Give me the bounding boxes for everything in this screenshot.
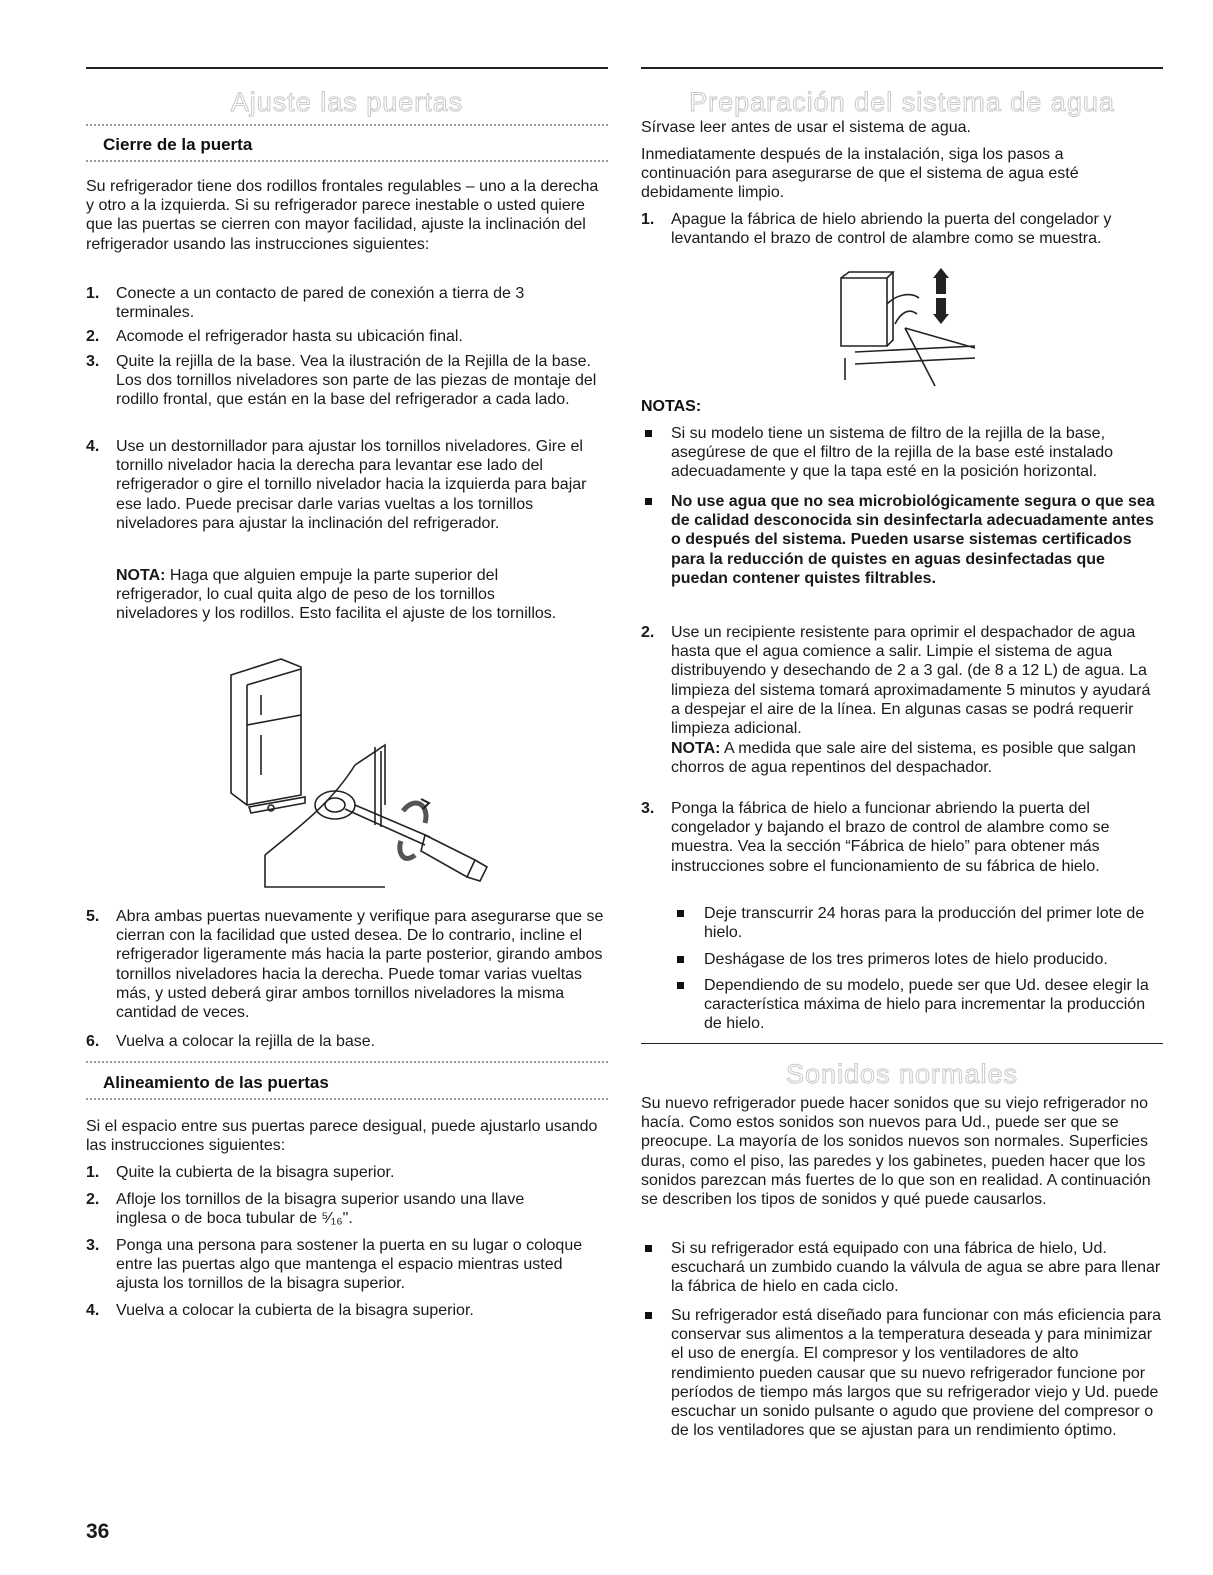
step-number: 3. (641, 800, 655, 817)
section-title-sonidos: Sonidos normales (785, 1059, 1019, 1089)
bullet-item: Dependiendo de su modelo, puede ser que Ud. desee elegir la característica máxima de hielo para incrementar la producción de hielo. (704, 977, 1149, 1033)
note-text: Haga que alguien empuje la parte superior del refrigerador, lo cual quita algo de peso de los tornillos niveladores y los rodillos. Esto facilita el ajuste de los tornillos. (116, 567, 557, 623)
step-text: Quite la cubierta de la bisagra superior. (116, 1164, 395, 1181)
alignment-intro-text: Si el espacio entre sus puertas parece desigual, puede ajustarlo usando las instrucciones siguientes: (86, 1118, 598, 1155)
section-title-preparacion: Preparación del sistema de agua (689, 87, 1115, 117)
note-item: Si su modelo tiene un sistema de filtro de la rejilla de la base, asegúrese de que el filtro de la rejilla de la base esté instalado adecuadamente y que la tapa esté en la posición horizontal. (671, 425, 1114, 481)
step-number: 2. (641, 624, 655, 641)
ice-maker-arm-illustration (835, 268, 985, 390)
bullet (677, 956, 684, 963)
heading-cierre: Cierre de la puerta (103, 135, 253, 154)
step-number: 3. (86, 1237, 100, 1254)
dotted-divider (86, 1098, 608, 1100)
top-rule-right (641, 67, 1163, 69)
step-number: 4. (86, 1302, 100, 1319)
step-number: 5. (86, 908, 100, 925)
step-number: 1. (86, 285, 100, 302)
step-text: Vuelva a colocar la cubierta de la bisagra superior. (116, 1302, 474, 1319)
note-text: A medida que sale aire del sistema, es posible que salgan chorros de agua repentinos del despachador. (671, 740, 1136, 777)
page-number: 36 (86, 1520, 110, 1543)
intro-line-2: Inmediatamente después de la instalación, siga los pasos a continuación para asegurarse de que el sistema de agua esté debidamente limpio. (641, 146, 1079, 202)
step-text: Vuelva a colocar la rejilla de la base. (116, 1033, 376, 1050)
section-title-ajuste: Ajuste las puertas (230, 87, 464, 117)
heading-alineamiento: Alineamiento de las puertas (103, 1073, 329, 1092)
step-number: 1. (641, 211, 655, 228)
bullet (677, 910, 684, 917)
bullet (645, 498, 652, 505)
notes-label: NOTAS: (641, 398, 702, 415)
sounds-bullet: Su refrigerador está diseñado para funcionar con más eficiencia para conservar sus alimentos a la temperatura deseada y para minimizar el uso de energía. El compresor y los ventiladores de alto rendimiento pueden causar que su nuevo refrigerador funcione por períodos de tiempo más largos que su refrigerador viejo y Ud. puede escuchar un sonido pulsante o agudo que proviene del compresor o de los ventiladores que se ajustan para un rendimiento óptimo. (671, 1307, 1162, 1440)
step-number: 3. (86, 353, 100, 370)
step-text: Abra ambas puertas nuevamente y verifique para asegurarse que se cierran con la facilidad que usted desea. De lo contrario, incline el refrigerador ligeramente más hacia la parte posterior, girando ambos tornillos niveladores hacia la derecha. Puede tomar varias vueltas más, y usted deberá girar ambos tornillos niveladores la misma cantidad de veces. (116, 908, 604, 1022)
step-number: 6. (86, 1033, 100, 1050)
step-number: 4. (86, 438, 100, 455)
step-text: Conecte a un contacto de pared de conexión a tierra de 3 terminales. (116, 285, 525, 322)
step-number: 1. (86, 1164, 100, 1181)
top-rule-left (86, 67, 608, 69)
step-text: Use un recipiente resistente para oprimir el despachador de agua hasta que el agua comience a salir. Limpie el sistema de agua distribuyendo y desechando de 2 a 3 gal. (de 8 a 12 L) de agua. La limpieza del sistema tomará aproximadamente 5 minutos y ayudará a despejar el aire de la línea. En algunas casas se podrá requerir limpieza adicional. (671, 624, 1151, 738)
step-text: Afloje los tornillos de la bisagra superior usando una llave inglesa o de boca tubular de ⁵⁄₁₆". (116, 1191, 525, 1228)
sounds-bullet: Si su refrigerador está equipado con una fábrica de hielo, Ud. escuchará un zumbido cuando la válvula de agua se abre para llenar la fábrica de hielo en cada ciclo. (671, 1240, 1161, 1296)
leveling-screw-illustration (225, 655, 510, 890)
dotted-divider (86, 1061, 608, 1063)
intro-line-1: Sírvase leer antes de usar el sistema de agua. (641, 119, 971, 136)
step-text: Use un destornillador para ajustar los tornillos niveladores. Gire el tornillo nivelador hacia la derecha para levantar ese lado del refrigerador o gire el tornillo nivelador hacia la izquierda para bajar ese lado. Puede precisar darle varias vueltas a los tornillos niveladores para ajustar la inclinación del refrigerador. (116, 438, 587, 532)
step-text: Apague la fábrica de hielo abriendo la puerta del congelador y levantando el brazo de control de alambre como se muestra. (671, 211, 1112, 248)
note-label: NOTA: (671, 740, 721, 757)
step-text: Quite la rejilla de la base. Vea la ilustración de la Rejilla de la base. Los dos tornillos niveladores son parte de las piezas de montaje del rodillo frontal, que están en la base del refrigerador a cada lado. (116, 353, 597, 409)
intro-paragraph (86, 177, 608, 254)
bullet (645, 1245, 652, 1252)
step-number: 2. (86, 328, 100, 345)
note-paragraph (116, 566, 578, 624)
note-paragraph (671, 739, 1151, 777)
step-number: 2. (86, 1191, 100, 1208)
bullet (677, 982, 684, 989)
dotted-divider (86, 160, 608, 162)
sounds-intro: Su nuevo refrigerador puede hacer sonidos que su viejo refrigerador no hacía. Como estos sonidos son nuevos para Ud., puede ser que se preocupe. La mayoría de los sonidos nuevos son normales. Superficies duras, como el piso, las paredes y los gabinetes, pueden hacer que los sonidos parezcan más fuertes de lo que son en realidad. A continuación se describen los tipos de sonidos y qué puede causarlos. (641, 1095, 1151, 1209)
note-label: NOTA: (116, 567, 166, 584)
alignment-intro (86, 1117, 608, 1155)
dotted-divider (86, 124, 608, 126)
bullet-item: Deshágase de los tres primeros lotes de hielo producido. (704, 951, 1108, 968)
section-rule (641, 1043, 1163, 1044)
step-text: Ponga una persona para sostener la puerta en su lugar o coloque entre las puertas algo que mantenga el espacio mientras usted ajusta los tornillos de la bisagra superior. (116, 1237, 583, 1293)
step-text: Acomode el refrigerador hasta su ubicación final. (116, 328, 463, 345)
bullet (645, 1312, 652, 1319)
note-item-bold: No use agua que no sea microbiológicamente segura o que sea de calidad desconocida sin desinfectarla adecuadamente antes o después del sistema. Pueden usarse sistemas certificados para la reducción de quistes en aguas desinfectadas que puedan contener quistes filtrables. (671, 493, 1155, 587)
step-text: Ponga la fábrica de hielo a funcionar abriendo la puerta del congelador y bajando el brazo de control de alambre como se muestra. Vea la sección “Fábrica de hielo” para obtener más instrucciones sobre el funcionamiento de su fábrica de hielo. (671, 800, 1110, 875)
bullet (645, 430, 652, 437)
intro-text: Su refrigerador tiene dos rodillos frontales regulables – uno a la derecha y otro a la izquierda. Si su refrigerador parece inestable o usted quiere que las puertas se cierren con mayor facilidad, ajuste la inclinación del refrigerador usando las instrucciones siguientes: (86, 178, 599, 253)
bullet-item: Deje transcurrir 24 horas para la producción del primer lote de hielo. (704, 905, 1145, 942)
